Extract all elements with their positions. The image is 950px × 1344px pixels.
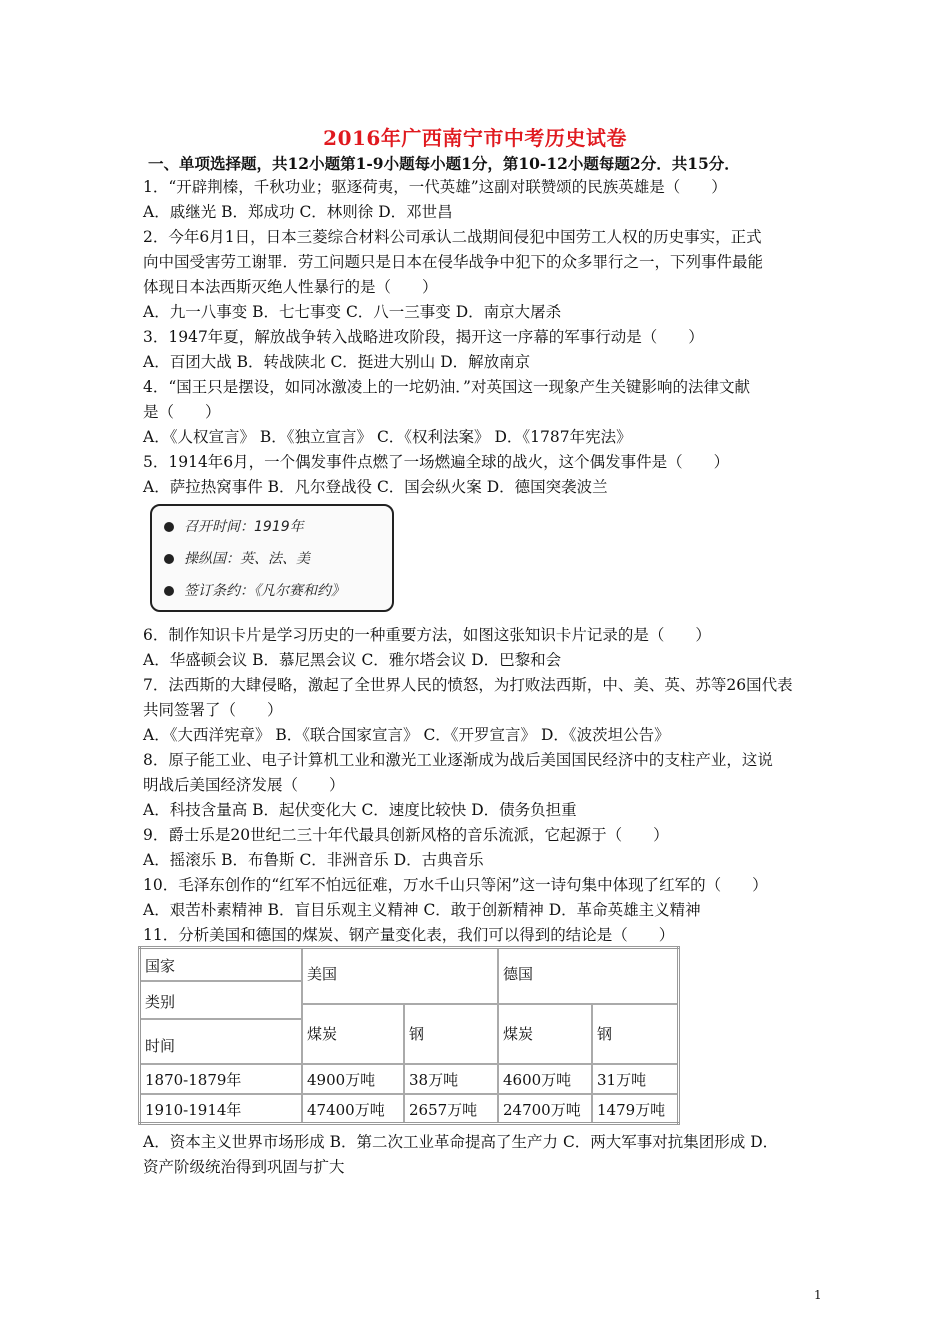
table-cell: 47400万吨 <box>302 1094 404 1124</box>
q2-stem-line2: 向中国受害劳工谢罪．劳工问题只是日本在侵华战争中犯下的众多罪行之一，下列事件最能 <box>143 253 764 271</box>
q11-stem: 11．分析美国和德国的煤炭、钢产量变化表，我们可以得到的结论是（ ） <box>143 926 675 944</box>
q9-stem: 9．爵士乐是20世纪二三十年代最具创新风格的音乐流派，它起源于（ ） <box>143 826 669 844</box>
section-heading: 一、单项选择题，共12小题第1-9小题每小题1分，第10-12小题每题2分．共15分． <box>148 154 740 173</box>
q4-options: A．《人权宣言》 B．《独立宣言》 C．《权利法案》 D．《1787年宪法》 <box>143 428 632 446</box>
production-table <box>138 946 680 1125</box>
table-cell: 38万吨 <box>404 1064 498 1094</box>
table-header-germany: 德国 <box>498 948 679 1004</box>
q5-stem: 5．1914年6月，一个偶发事件点燃了一场燃遍全球的战火，这个偶发事件是（ ） <box>143 453 730 471</box>
q7-options: A．《大西洋宪章》 B．《联合国家宣言》 C．《开罗宣言》 D．《波茨坦公告》 <box>143 726 670 744</box>
exam-title: 2016年广西南宁市中考历史试卷 <box>323 126 627 150</box>
bullet-icon <box>164 586 174 596</box>
table-header-category: 钢 <box>592 1004 679 1064</box>
table-row <box>140 1064 679 1094</box>
table-header-category: 钢 <box>404 1004 498 1064</box>
corner-label-time: 时间 <box>145 1037 176 1055</box>
q6-options: A．华盛顿会议 B．慕尼黑会议 C．雅尔塔会议 D．巴黎和会 <box>143 651 562 669</box>
table-cell: 2657万吨 <box>404 1094 498 1124</box>
q7-stem-line2: 共同签署了（ ） <box>143 701 283 719</box>
q2-stem-line1: 2．今年6月1日，日本三菱综合材料公司承认二战期间侵犯中国劳工人权的历史事实，正式 <box>143 228 762 246</box>
table-cell-period: 1870-1879年 <box>140 1064 303 1094</box>
table-header-category: 煤炭 <box>498 1004 592 1064</box>
q5-options: A．萨拉热窝事件 B．凡尔登战役 C．国会纵火案 D．德国突袭波兰 <box>143 478 608 496</box>
bullet-icon <box>164 522 174 532</box>
q2-stem-line3: 体现日本法西斯灭绝人性暴行的是（ ） <box>143 278 438 296</box>
table-row <box>140 1094 679 1124</box>
q8-options: A．科技含量高 B．起伏变化大 C．速度比较快 D．债务负担重 <box>143 801 577 819</box>
table-cell-period: 1910-1914年 <box>140 1094 303 1124</box>
table-cell: 1479万吨 <box>592 1094 679 1124</box>
table-corner-cell <box>140 948 303 1064</box>
bullet-icon <box>164 554 174 564</box>
page-number: 1 <box>814 1288 822 1302</box>
q10-options: A．艰苦朴素精神 B．盲目乐观主义精神 C．敢于创新精神 D．革命英雄主义精神 <box>143 901 701 919</box>
q10-stem: 10．毛泽东创作的“红军不怕远征难，万水千山只等闲”这一诗句集中体现了红军的（ ） <box>143 876 768 894</box>
table-header-usa: 美国 <box>302 948 498 1004</box>
q4-stem-line2: 是（ ） <box>143 403 221 421</box>
q2-options: A．九一八事变 B．七七事变 C．八一三事变 D．南京大屠杀 <box>143 303 562 321</box>
corner-label-category: 类别 <box>145 993 176 1011</box>
q8-stem-line2: 明战后美国经济发展（ ） <box>143 776 345 794</box>
q9-options: A．摇滚乐 B．布鲁斯 C．非洲音乐 D．古典音乐 <box>143 851 484 869</box>
q6-stem: 6．制作知识卡片是学习历史的一种重要方法，如图这张知识卡片记录的是（ ） <box>143 626 711 644</box>
q11-options-line1: A．资本主义世界市场形成 B．第二次工业革命提高了生产力 C．两大军事对抗集团形成 D． <box>143 1133 779 1151</box>
card-row-time: 召开时间：1919年 <box>164 516 304 536</box>
q1-options: A．戚继光 B．郑成功 C．林则徐 D．邓世昌 <box>143 203 453 221</box>
q3-stem: 3．1947年夏，解放战争转入战略进攻阶段，揭开这一序幕的军事行动是（ ） <box>143 328 704 346</box>
q8-stem-line1: 8．原子能工业、电子计算机工业和激光工业逐渐成为战后美国国民经济中的支柱产业，这说 <box>143 751 773 769</box>
table-cell: 4900万吨 <box>302 1064 404 1094</box>
q7-stem-line1: 7．法西斯的大肆侵略，激起了全世界人民的愤怒，为打败法西斯，中、美、英、苏等26国代表 <box>143 676 793 694</box>
corner-label-country: 国家 <box>145 957 176 975</box>
card-row-treaty: 签订条约：《凡尔赛和约》 <box>164 580 345 600</box>
table-cell: 4600万吨 <box>498 1064 592 1094</box>
knowledge-card <box>150 504 394 612</box>
table-header-category: 煤炭 <box>302 1004 404 1064</box>
q11-options-line2: 资产阶级统治得到巩固与扩大 <box>143 1158 345 1176</box>
card-row-countries: 操纵国：英、法、美 <box>164 548 310 568</box>
q1-stem: 1．“开辟荆榛，千秋功业；驱逐荷夷，一代英雄”这副对联赞颂的民族英雄是（ ） <box>143 178 727 196</box>
table-cell: 24700万吨 <box>498 1094 592 1124</box>
q4-stem-line1: 4．“国王只是摆设，如同冰激凌上的一坨奶油．”对英国这一现象产生关键影响的法律文献 <box>143 378 750 396</box>
table-cell: 31万吨 <box>592 1064 679 1094</box>
q3-options: A．百团大战 B．转战陕北 C．挺进大别山 D．解放南京 <box>143 353 531 371</box>
